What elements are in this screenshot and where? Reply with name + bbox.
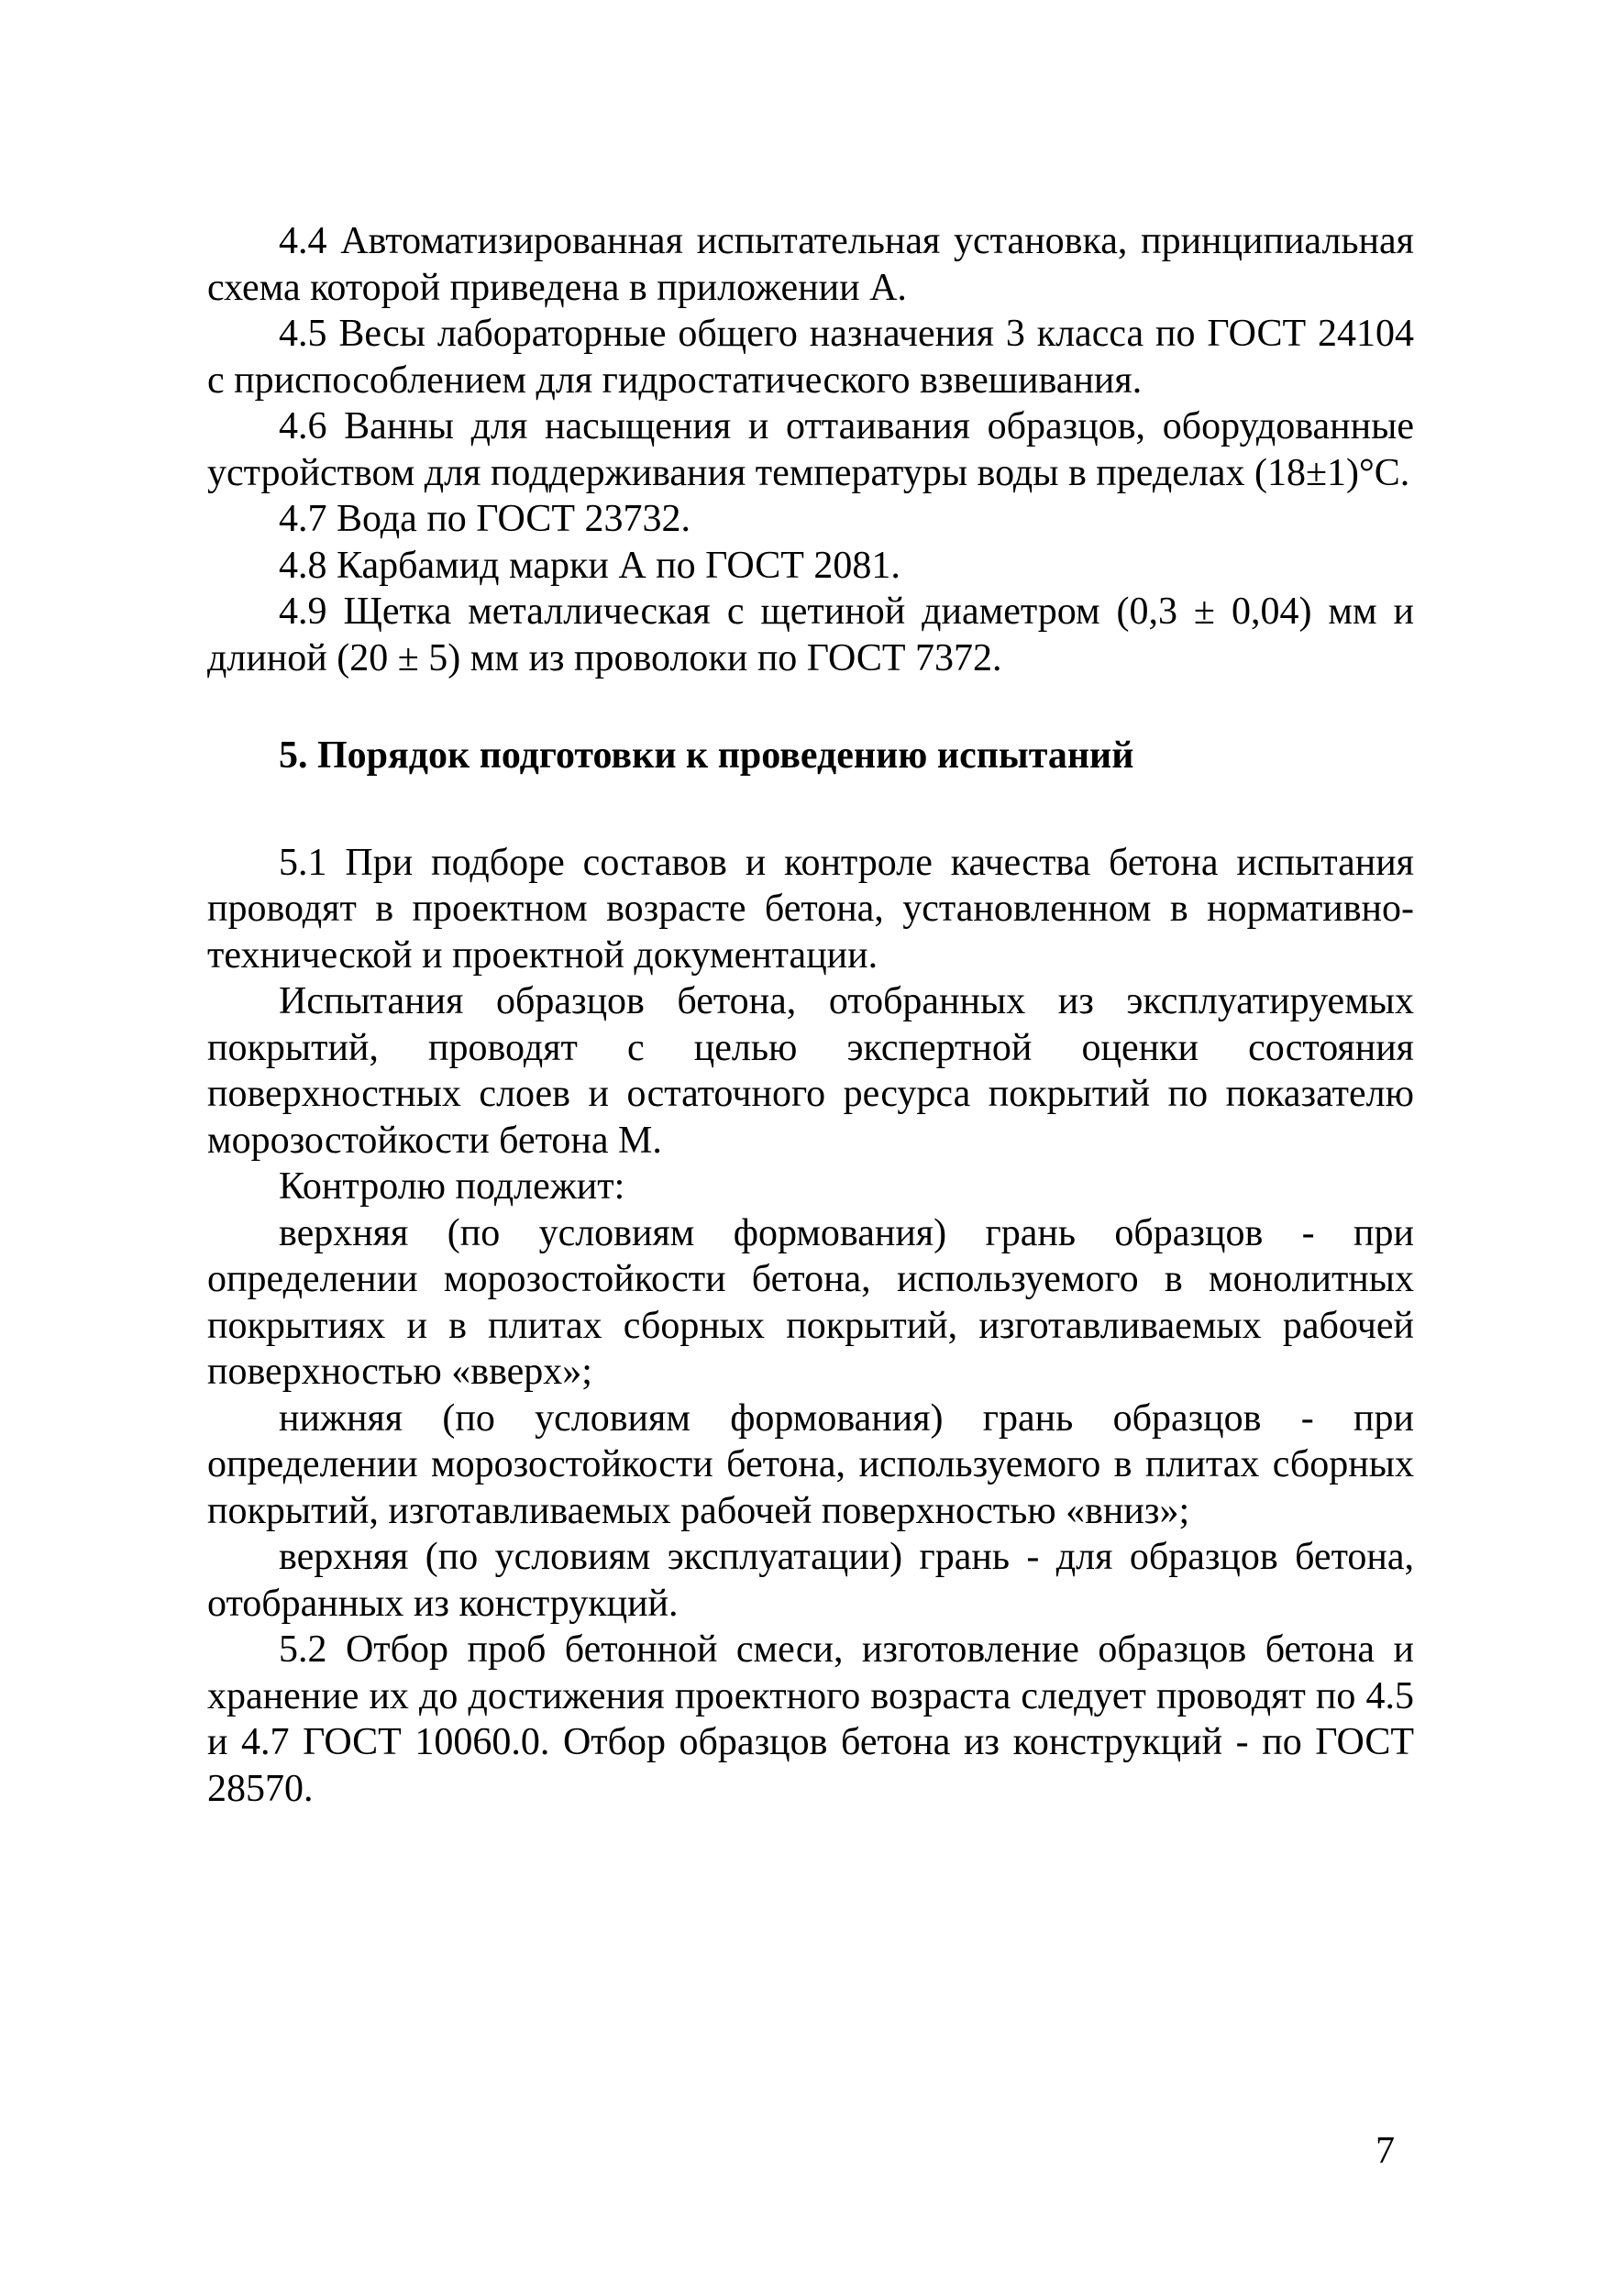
paragraph-subject-to-control: Контролю подлежит: — [279, 1165, 625, 1208]
list-item-top-face-forming: верхняя (по условиям формования) грань образцов - при определении морозостойкости бетона, используемого в монолитных покрытиях и в плитах сборных покрытий, изготавливаемых рабочей поверхностью «вверх»; — [207, 1211, 1414, 1393]
paragraph-tests-of-samples: Испытания образцов бетона, отобранных из эксплуатируемых покрытий, проводят с целью экспертной оценки состояния поверхностных слоев и остаточного ресурса покрытий по показателю морозостойкости бетона М. — [207, 980, 1414, 1162]
item-4-5: 4.5 Весы лабораторные общего назначения 3 класса по ГОСТ 24104 с приспособлением для гидростатического взвешивания. — [207, 313, 1414, 402]
page-number: 7 — [1375, 2130, 1395, 2172]
list-item-bottom-face-forming: нижняя (по условиям формования) грань образцов - при определении морозостойкости бетона, используемого в плитах сборных покрытий, изготавливаемых рабочей поверхностью «вниз»; — [207, 1396, 1414, 1532]
item-4-7: 4.7 Вода по ГОСТ 23732. — [279, 498, 691, 540]
paragraph-5-1: 5.1 При подборе составов и контроле качества бетона испытания проводят в проектном возрасте бетона, установленном в нормативно-технической и проектной документации. — [207, 841, 1414, 977]
item-4-6: 4.6 Ванны для насыщения и оттаивания образцов, оборудованные устройством для поддерживания температуры воды в пределах (18±1)°С. — [207, 405, 1414, 494]
item-4-9: 4.9 Щетка металлическая с щетиной диаметром (0,3 ± 0,04) мм и длиной (20 ± 5) мм из проволоки по ГОСТ 7372. — [207, 591, 1414, 679]
paragraph-5-2: 5.2 Отбор проб бетонной смеси, изготовление образцов бетона и хранение их до достижения проектного возраста следует проводят по 4.5 и 4.7 ГОСТ 10060.0. Отбор образцов бетона из конструкций - по ГОСТ 28570. — [207, 1628, 1414, 1810]
item-4-8: 4.8 Карбамид марки А по ГОСТ 2081. — [279, 544, 900, 587]
section-5-title: 5. Порядок подготовки к проведению испытаний — [279, 734, 1134, 777]
item-4-4: 4.4 Автоматизированная испытательная установка, принципиальная схема которой приведена в приложении А. — [207, 220, 1414, 309]
list-item-top-face-operation: верхняя (по условиям эксплуатации) грань - для образцов бетона, отобранных из конструкций. — [207, 1536, 1414, 1625]
page-content — [207, 218, 1414, 1812]
